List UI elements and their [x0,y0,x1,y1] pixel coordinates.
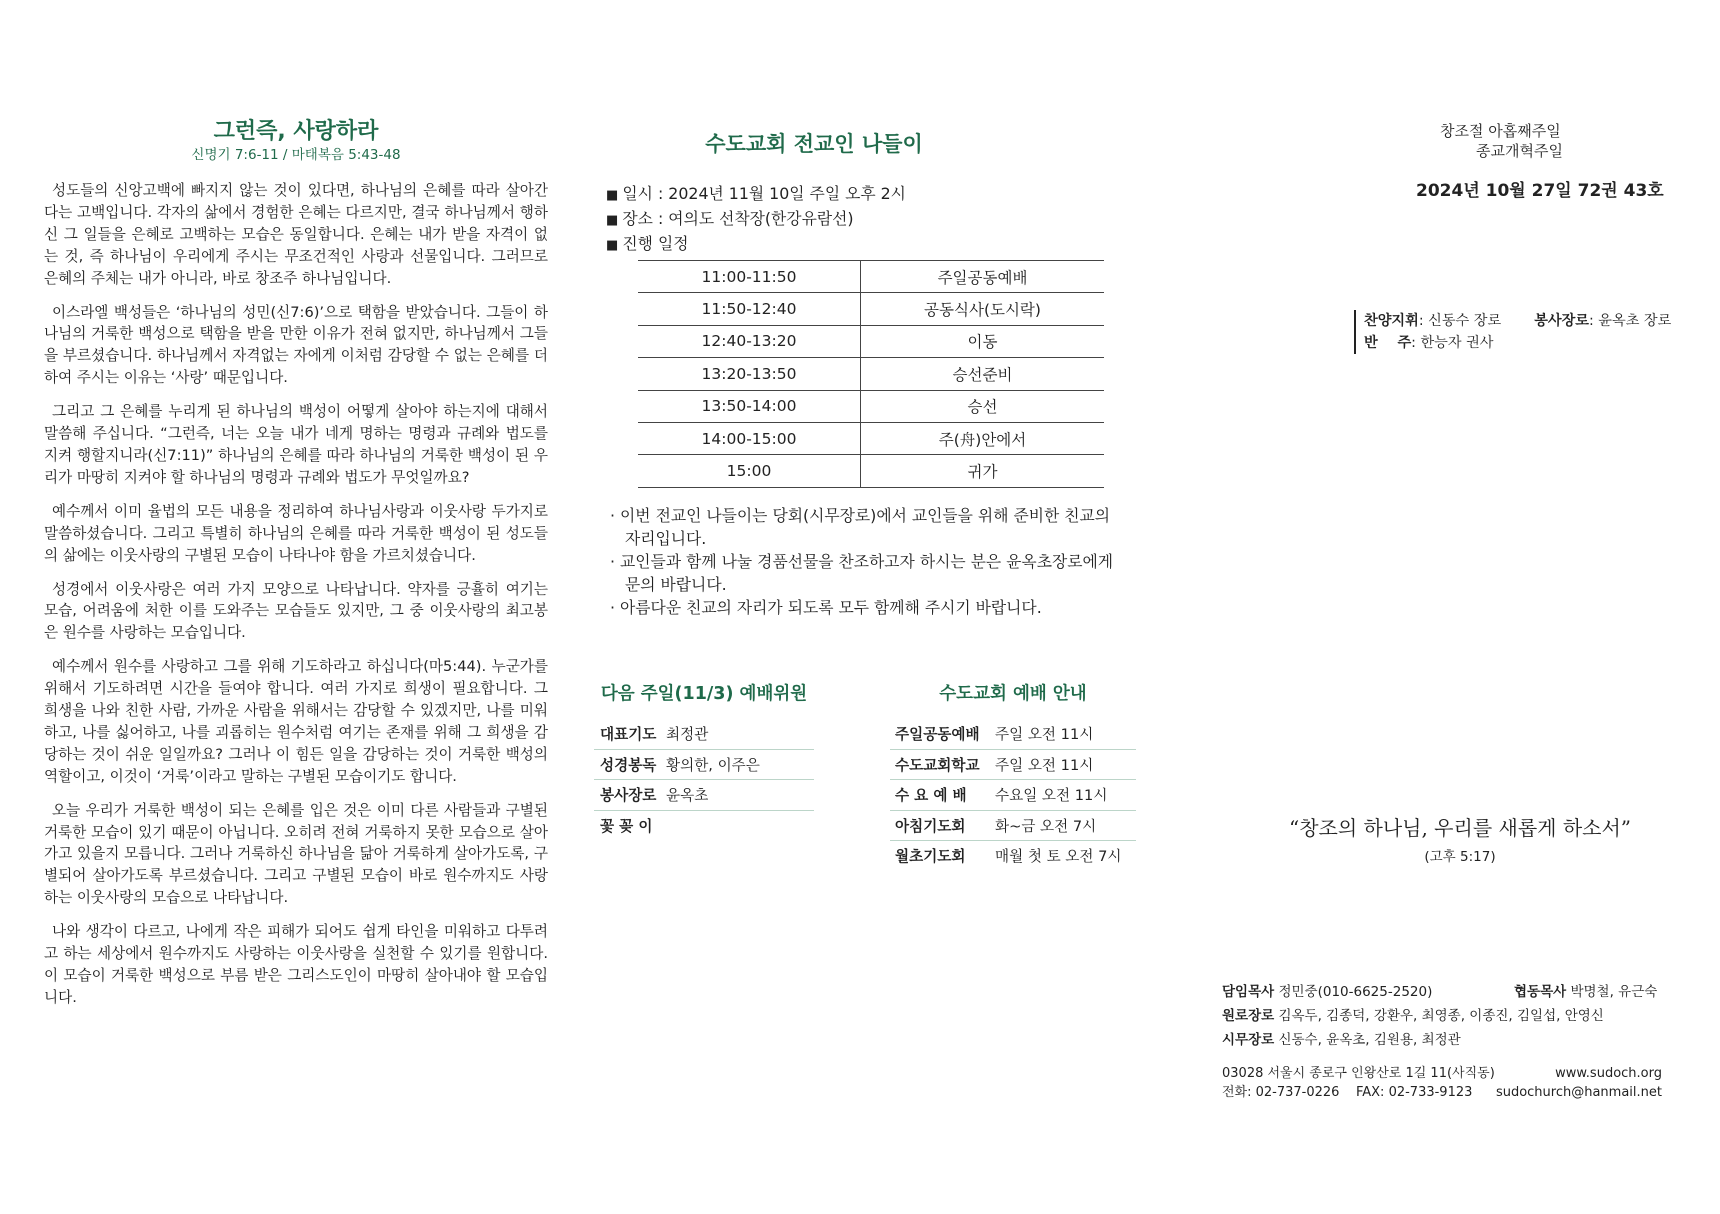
outing-note: · 아름다운 친교의 자리가 되도록 모두 함께해 주시기 바랍니다. [610,598,1042,617]
outing-note: · 이번 전교인 나들이는 당회(시무장로)에서 교인들을 위해 준비한 친교의 자리입니다. [610,506,1111,548]
service-row [890,780,1136,811]
next-week-worship-committee [594,680,814,840]
church-email[interactable]: sudochurch@hanmail.net [1495,1085,1662,1100]
church-website[interactable]: www.sudoch.org [1555,1066,1662,1081]
committee-row [594,811,814,841]
schedule-row [638,422,1104,454]
schedule-time: 15:00 [638,455,861,487]
staff-line [1222,1004,1662,1028]
service-row [890,841,1136,871]
theme-verse [1230,812,1690,865]
schedule-time: 14:00-15:00 [638,422,861,454]
sermon-paragraph: 나와 생각이 다르고, 나에게 작은 피해가 되어도 쉽게 타인을 미워하고 다투려고 하는 세상에서 원수까지도 사랑하는 이웃사랑을 실천할 수 있기를 원합니다. 이 모습이 거룩한 백성으로 부름 받은 그리스도인이 마땅히 살아내야 할 모습입니다. [44,923,548,1006]
schedule-table [638,260,1104,488]
committee-role: 봉사장로 [600,787,657,805]
service-name: 수도교회학교 [895,756,980,774]
committee-role: 대표기도 [600,726,657,744]
schedule-item: 승선준비 [861,358,1105,390]
contact-line [1222,1064,1662,1083]
schedule-item: 주일공동예배 [861,261,1105,293]
senior-pastor-label: 담임목사 [1222,984,1275,1000]
committee-role: 성경봉독 [600,756,657,774]
schedule-time: 13:20-13:50 [638,358,861,390]
schedule-row [638,358,1104,390]
schedule-time: 12:40-13:20 [638,325,861,357]
schedule-row [638,455,1104,487]
sermon-paragraph: 오늘 우리가 거룩한 백성이 되는 은혜를 입은 것은 이미 다른 사람들과 구별된 거룩한 모습이 있기 때문이 아닙니다. 오히려 전혀 거룩하지 못한 모습으로 살아가고 있을지 모릅니다. 그러나 거룩하신 하나님을 닮아 거룩하게 살아가도록, 구별되어 살아가도록 부르셨습니다. 그리고 구별된 모습이 바로 원수까지도 사랑하는 이웃사랑의 모습으로 나타납니다. [44,801,548,907]
schedule-row [638,390,1104,422]
schedule-item: 주(舟)안에서 [861,422,1105,454]
outing-schedule-label: ■ 진행 일정 [606,232,906,257]
committee-name: 윤옥초 [666,787,709,805]
service-name: 주일공동예배 [895,726,980,744]
outing-note: · 교인들과 함께 나눌 경품선물을 찬조하고자 하시는 분은 윤옥초장로에게 문의 바랍니다. [610,552,1113,594]
service-row [890,719,1136,750]
associate-pastor-label: 협동목사 [1514,984,1567,1000]
schedule-time: 11:00-11:50 [638,261,861,293]
verse-source: (고후 5:17) [1424,849,1496,865]
service-time: 주일 오전 11시 [995,726,1094,744]
committee-name: 황의한, 이주은 [666,756,760,774]
worship-service-guide [890,680,1136,871]
active-elders-value: 신동수, 윤옥초, 김원용, 최정관 [1278,1032,1461,1048]
schedule-item: 승선 [861,390,1105,422]
schedule-time: 11:50-12:40 [638,293,861,325]
schedule-item: 공동식사(도시락) [861,293,1105,325]
service-time: 매월 첫 토 오전 7시 [995,848,1122,866]
active-elders-label: 시무장로 [1222,1032,1275,1048]
committee-row [594,780,814,811]
sermon-title: 그런즉, 사랑하라 [213,119,379,144]
accompanist-label: 반 주 [1364,335,1412,351]
committee-row [594,750,814,781]
committee-name: 최정관 [666,726,709,744]
schedule-item: 이동 [861,325,1105,357]
sermon-scripture: 신명기 7:6-11 / 마태복음 5:43-48 [191,147,401,163]
services-title: 수도교회 예배 안내 [939,684,1087,704]
staff-line [1222,1028,1662,1052]
service-row [890,811,1136,842]
church-staff [1222,980,1662,1052]
service-time: 수요일 오전 11시 [995,787,1108,805]
bulletin-date: 2024년 10월 27일 72권 43호 [1416,181,1664,201]
staff-line [1222,980,1662,1004]
church-address: 03028 서울시 종로구 인왕산로 1길 11(사직동) [1222,1066,1495,1081]
associate-pastor-value: 박명철, 유근숙 [1570,984,1658,1000]
senior-pastor-value: 정민중(010-6625-2520) [1278,984,1433,1000]
emeritus-elders-value: 김옥두, 김종덕, 강환우, 최영종, 이종진, 김일섭, 안영신 [1278,1008,1604,1024]
outing-place: ■ 장소 : 여의도 선착장(한강유람선) [606,207,906,232]
outing-info [606,182,906,257]
verse-text: “창조의 하나님, 우리를 새롭게 하소서” [1288,816,1632,840]
church-phone: 전화: 02-737-0226 FAX: 02-733-9123 [1222,1085,1473,1100]
schedule-row [638,325,1104,357]
service-name: 수 요 예 배 [895,787,967,805]
service-name: 아침기도회 [895,817,966,835]
schedule-item: 귀가 [861,455,1105,487]
duty-line [1364,310,1671,332]
committee-row [594,719,814,750]
committee-role: 꽃 꽂 이 [600,817,653,835]
elder-label: 봉사장로 [1534,313,1590,329]
sermon-paragraph: 성도들의 신앙고백에 빠지지 않는 것이 있다면, 하나님의 은혜를 따라 살아간다는 고백입니다. 각자의 삶에서 경험한 은혜는 다르지만, 결국 하나님께서 행하신 그 일들을 은혜로 고백하는 모습은 동일합니다. 은혜는 내가 받을 자격이 없는 것, 즉 하나님이 우리에게 주시는 무조건적인 사랑과 선물입니다. 그러므로 은혜의 주체는 내가 아니라, 바로 창조주 하나님입니다. [44,182,548,287]
duty-line [1364,332,1671,354]
service-duty-box [1354,310,1671,354]
choir-value: : 신동수 장로 [1418,313,1502,329]
sermon-paragraph: 성경에서 이웃사랑은 여러 가지 모양으로 나타납니다. 약자를 긍휼히 여기는 모습, 어려움에 처한 이를 도와주는 모습들도 있지만, 그 중 이웃사랑의 최고봉은 원수를 사랑하는 모습입니다. [44,580,548,642]
elder-value: : 윤옥초 장로 [1589,313,1672,329]
sermon-paragraph: 이스라엘 백성들은 ‘하나님의 성민(신7:6)’으로 택함을 받았습니다. 그들이 하나님의 거룩한 백성으로 택함을 받을 만한 이유가 전혀 없지만, 하나님께서 그들을 부르셨습니다. 하나님께서 자격없는 자에게 이처럼 감당할 수 없는 은혜를 더하여 주시는 이유는 ‘사랑’ 때문입니다. [44,303,548,387]
service-row [890,750,1136,781]
sermon-paragraph: 그리고 그 은혜를 누리게 된 하나님의 백성이 어떻게 살아야 하는지에 대해서 말씀해 주십니다. “그런즉, 너는 오늘 내가 네게 명하는 명령과 규례와 법도를 지켜 행할지니라(신7:11)” 하나님의 은혜를 따라 하나님의 거룩한 백성이 된 우리가 마땅히 지켜야 할 하나님의 명령과 규례와 법도가 무엇일까요? [44,403,548,486]
schedule-row [638,293,1104,325]
reformation-sunday: 종교개혁주일 [1476,142,1563,160]
church-contact [1222,1064,1662,1102]
service-time: 주일 오전 11시 [995,756,1094,774]
outing-notes [610,504,1130,619]
schedule-row [638,261,1104,293]
outing-date: ■ 일시 : 2024년 11월 10일 주일 오후 2시 [606,182,906,207]
next-week-title: 다음 주일(11/3) 예배위원 [600,684,808,704]
outing-title: 수도교회 전교인 나들이 [705,132,923,156]
sermon-paragraph: 예수께서 원수를 사랑하고 그를 위해 기도하라고 하십니다(마5:44). 누군가를 위해서 기도하려면 시간을 들여야 합니다. 여러 가지로 희생이 필요합니다. 그 희생을 나와 친한 사람, 가까운 사람을 위해서는 감당할 수 있겠지만, 나를 미워하고, 나를 싫어하고, 나를 괴롭히는 원수처럼 여기는 존재를 위해 그 희생을 감당하는 것이 쉬운 일일까요? 그러나 이 힘든 일을 감당하는 것이 거룩한 백성의 역할이고, 이것이 ‘거룩’이라고 말하는 구별된 모습이기도 합니다. [44,658,548,785]
sermon-paragraph: 예수께서 이미 율법의 모든 내용을 정리하여 하나님사랑과 이웃사랑 두가지로 말씀하셨습니다. 그리고 특별히 하나님의 은혜를 따라 거룩한 백성이 된 성도들의 삶에는 이웃사랑의 구별된 모습이 나타나야 함을 가르치셨습니다. [44,502,548,564]
emeritus-elders-label: 원로장로 [1222,1008,1275,1024]
liturgical-sunday: 창조절 아홉째주일 [1440,122,1561,140]
sermon-section [44,118,548,1021]
schedule-time: 13:50-14:00 [638,390,861,422]
service-time: 화~금 오전 7시 [995,817,1097,835]
associate-pastor [1514,980,1657,1004]
service-name: 월초기도회 [895,848,966,866]
contact-line [1222,1083,1662,1102]
accompanist-value: : 한능자 권사 [1411,335,1494,351]
choir-label: 찬양지휘 [1364,313,1419,329]
